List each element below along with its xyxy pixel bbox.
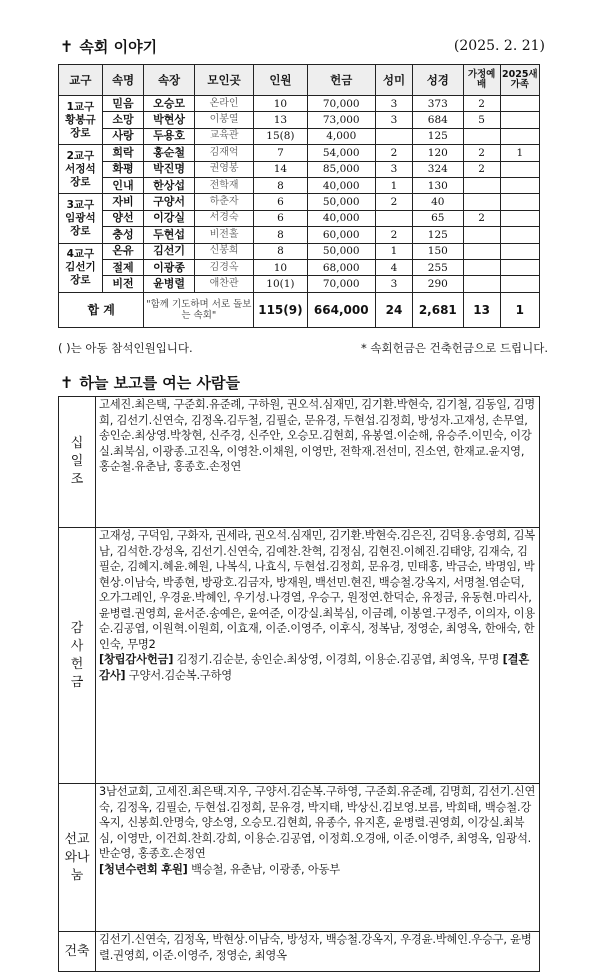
table-cell: 3: [376, 112, 413, 128]
table-cell: [500, 161, 539, 177]
table-cell: [463, 259, 500, 275]
offering-note: * 속회헌금은 건축헌금으로 드립니다.: [360, 341, 548, 355]
table-cell: 양선: [102, 210, 144, 226]
table-cell: 255: [413, 259, 464, 275]
table-cell: 1: [376, 243, 413, 259]
table-cell: 인내: [102, 177, 144, 193]
total-motto: "함께 기도하며 서로 돌보는 속회": [144, 292, 254, 327]
building-names: 김선기.신연숙, 김정옥, 박현상.이남숙, 방성자, 백승철.강옥지, 우경윤.박혜인.우승구, 윤병렬.권영희, 이준.이영주, 정영순, 최영옥: [96, 932, 540, 972]
table-cell: 홍순철: [144, 145, 195, 161]
tithe-names: 고세진.최은택, 구준회.유준례, 구하원, 권오석.심재민, 김기환.박현숙, 김기철, 김동일, 김명희, 김선기.신연숙, 김정옥.김두철, 김필순, 문유경, 두현섭.김정희, 방성자.고재성, 손무열, 송인순.최상영.박창현, 신주경, 신주안, 오승모.김현희, 유봉열.이순해, 유승주.이민숙, 이강실.최북심, 이광종.고진옥, 이영찬.이채원, 이영만, 전학재.전선미, 진소연, 한재교.윤지영, 홍순철.유춘남, 홍종호.손정연: [96, 397, 540, 528]
table-cell: 비전: [102, 276, 144, 292]
table-cell: 3: [376, 161, 413, 177]
table-cell: 믿음: [102, 96, 144, 112]
table-cell: 온유: [102, 243, 144, 259]
table-cell: 두현섭: [144, 227, 195, 243]
youth-retreat-names: 백승철, 유춘남, 이광종, 아동부: [191, 862, 340, 876]
table-cell: 324: [413, 161, 464, 177]
section1-title: 속회 이야기: [79, 38, 158, 56]
table-cell: 온라인: [194, 96, 254, 112]
table-cell: 전학재: [194, 177, 254, 193]
founding-thanks-label: [창립감사헌금]: [99, 653, 174, 666]
table-row: [59, 227, 540, 243]
table-row: [59, 276, 540, 292]
table-cell: 125: [413, 128, 464, 144]
table-row: [59, 243, 540, 259]
table-cell: 54,000: [307, 145, 375, 161]
table-cell: 2: [463, 210, 500, 226]
thanks-cell: [96, 528, 540, 784]
total-rice: 24: [376, 292, 413, 327]
table-cell: 2: [463, 145, 500, 161]
section1-header: [60, 36, 157, 57]
wedding-thanks-label: [결혼감사]: [99, 653, 530, 682]
table-cell: 13: [254, 112, 307, 128]
table-cell: 김선기: [144, 243, 195, 259]
district-label: 3교구 임광석 장로: [59, 194, 103, 243]
table-cell: 비전홀: [194, 227, 254, 243]
total-row: [59, 292, 540, 327]
total-people: 115(9): [254, 292, 307, 327]
thanks-label: [59, 528, 96, 784]
table-cell: 3: [376, 276, 413, 292]
district-label: 4교구 김선기 장로: [59, 243, 103, 292]
table-cell: 충성: [102, 227, 144, 243]
table-cell: [500, 177, 539, 193]
building-row: [59, 932, 540, 972]
section2-header: [60, 372, 240, 393]
table-cell: 박현상: [144, 112, 195, 128]
table-cell: 125: [413, 227, 464, 243]
table-cell: 120: [413, 145, 464, 161]
mission-label: [59, 784, 96, 932]
class-report-table: [58, 64, 540, 328]
table-cell: 4,000: [307, 128, 375, 144]
total-label: 합 계: [59, 292, 144, 327]
table-cell: 신봉희: [194, 243, 254, 259]
table-cell: 2: [376, 227, 413, 243]
founding-thanks-names: 김정기.김순분, 송인순.최상영, 이경희, 이용순.김공엽, 최영옥, 무명: [176, 653, 500, 666]
table-cell: 40,000: [307, 210, 375, 226]
table-cell: 사랑: [102, 128, 144, 144]
table-cell: 1: [500, 145, 539, 161]
table-cell: 8: [254, 243, 307, 259]
mission-cell: [96, 784, 540, 932]
mission-names: 3남선교회, 고세진.최은택.지우, 구양서.김순복.구하영, 구준회.유준례, 김명희, 김선기.신연숙, 김정옥, 김필순, 두현섭.김정희, 문유경, 박지태, 박상신.김보영.보름, 박희태, 백승철.강옥지, 신봉희.안명숙, 양소영, 오승모.김현희, 유종수, 유지혼, 윤병렬.권영희, 이강실.최북심, 이영만, 이건희.찬희.강희, 이용순.김공엽, 이정희.오경애, 이준.이영주, 최영옥, 임광석.반순영, 홍종호.손정연: [99, 785, 536, 860]
table-cell: [463, 128, 500, 144]
table-cell: 교육관: [194, 128, 254, 144]
column-header: 성미: [376, 65, 413, 96]
table-cell: [500, 194, 539, 210]
column-header: 속명: [102, 65, 144, 96]
table-row: [59, 112, 540, 128]
table-cell: 한상섭: [144, 177, 195, 193]
table-cell: 권영봉: [194, 161, 254, 177]
table-cell: 70,000: [307, 96, 375, 112]
table-cell: 65: [413, 210, 464, 226]
table-cell: 화평: [102, 161, 144, 177]
tithe-row: [59, 397, 540, 528]
table-cell: 50,000: [307, 243, 375, 259]
table-cell: 15(8): [254, 128, 307, 144]
table-cell: 8: [254, 227, 307, 243]
table-cell: [500, 243, 539, 259]
table-cell: 서경숙: [194, 210, 254, 226]
column-header: 성경: [413, 65, 464, 96]
total-offering: 664,000: [307, 292, 375, 327]
table-cell: 73,000: [307, 112, 375, 128]
table-row: [59, 259, 540, 275]
table-cell: [500, 128, 539, 144]
cross-icon: ✝: [60, 37, 74, 56]
column-header: 가정예배: [463, 65, 500, 96]
table-cell: 2: [463, 96, 500, 112]
table-cell: 박진명: [144, 161, 195, 177]
table-cell: [376, 210, 413, 226]
table-cell: 70,000: [307, 276, 375, 292]
table-cell: [500, 96, 539, 112]
report-date: (2025. 2. 21): [453, 38, 545, 54]
table-cell: 이광종: [144, 259, 195, 275]
table-cell: 7: [254, 145, 307, 161]
mission-row: [59, 784, 540, 932]
total-bible: 2,681: [413, 292, 464, 327]
thanks-names: 고재성, 구덕임, 구화자, 권세라, 권오석.심재민, 김기환.박현숙.김은진, 김덕용.송영희, 김복남, 김석한.강성옥, 김선기.신연숙, 김예찬.찬혁, 김정심, 김현진.이혜진.김태양, 김재숙, 김필순, 김혜지.혜윤.혜원, 나복식, 나효식, 두현섭.김정희, 문유경, 민태홍, 박금순, 박명임, 박현상.이남숙, 박종현, 방광호.김금자, 방재원, 백선민.현진, 백승철.강옥지, 서명철.염순덕, 오가그레인, 우경윤.박혜인, 우기성.나경열, 우승구, 원정연.한덕순, 유정금, 유동현.마리사, 윤병렬.권영희, 윤서준.송예은, 윤여준, 이강실.최북심, 이금례, 이봉열.구정주, 이의자, 이용순.김공엽, 이원혁.이원희, 이효재, 이준.이영주, 이후식, 정복남, 정영순, 최영옥, 한애숙, 한인숙, 무명2: [99, 529, 535, 651]
table-cell: 이강실: [144, 210, 195, 226]
table-cell: 희락: [102, 145, 144, 161]
table-row: [59, 145, 540, 161]
table-row: [59, 177, 540, 193]
row-label: 감사헌금: [70, 620, 84, 690]
table-cell: [463, 177, 500, 193]
table-cell: 130: [413, 177, 464, 193]
table-cell: 소망: [102, 112, 144, 128]
table-cell: 40: [413, 194, 464, 210]
table-cell: 10(1): [254, 276, 307, 292]
cross-icon: ✝: [60, 373, 74, 392]
table-cell: 김경옥: [194, 259, 254, 275]
table-cell: 40,000: [307, 177, 375, 193]
column-header: 속장: [144, 65, 195, 96]
tithe-label: [59, 397, 96, 528]
table-notes: [58, 340, 548, 356]
table-cell: 290: [413, 276, 464, 292]
table-row: [59, 128, 540, 144]
table-cell: 4: [376, 259, 413, 275]
table-cell: [500, 210, 539, 226]
table-cell: 절제: [102, 259, 144, 275]
table-cell: 김재억: [194, 145, 254, 161]
table-cell: 2: [376, 145, 413, 161]
table-row: [59, 96, 540, 112]
youth-retreat-label: [청년수련회 후원]: [99, 862, 188, 876]
table-cell: 윤병렬: [144, 276, 195, 292]
table-cell: 구양서: [144, 194, 195, 210]
table-cell: 10: [254, 259, 307, 275]
table-row: [59, 210, 540, 226]
table-cell: 6: [254, 210, 307, 226]
district-label: 2교구 서정석 장로: [59, 145, 103, 194]
table-cell: 3: [376, 96, 413, 112]
table-cell: [500, 259, 539, 275]
thanks-row: [59, 528, 540, 784]
child-note: ( )는 아동 참석인원입니다.: [58, 341, 193, 355]
table-cell: 150: [413, 243, 464, 259]
column-header: 인원: [254, 65, 307, 96]
column-header: 교구: [59, 65, 103, 96]
table-cell: 오승모: [144, 96, 195, 112]
table-cell: 2: [463, 161, 500, 177]
table-cell: 14: [254, 161, 307, 177]
table-cell: 85,000: [307, 161, 375, 177]
table-cell: 684: [413, 112, 464, 128]
table-row: [59, 161, 540, 177]
wedding-thanks-names: 구양서.김순복.구하영: [128, 668, 232, 682]
district-label: 1교구 황봉규 장로: [59, 96, 103, 145]
table-cell: 10: [254, 96, 307, 112]
table-cell: 50,000: [307, 194, 375, 210]
table-cell: 6: [254, 194, 307, 210]
table-cell: [500, 227, 539, 243]
column-header: 헌금: [307, 65, 375, 96]
column-header: 2025새가족: [500, 65, 539, 96]
table-cell: 60,000: [307, 227, 375, 243]
table-cell: 두용호: [144, 128, 195, 144]
row-label: 십일조: [70, 436, 84, 487]
table-cell: [376, 128, 413, 144]
offering-donors-table: [58, 396, 540, 972]
table-row: [59, 194, 540, 210]
table-cell: 1: [376, 177, 413, 193]
building-label: 건축: [59, 932, 96, 972]
table-cell: 373: [413, 96, 464, 112]
total-newfamily: 1: [500, 292, 539, 327]
section2-title: 하늘 보고를 여는 사람들: [79, 374, 240, 392]
table-cell: 8: [254, 177, 307, 193]
table-cell: [500, 276, 539, 292]
table-cell: 자비: [102, 194, 144, 210]
table-cell: [463, 243, 500, 259]
table-cell: 5: [463, 112, 500, 128]
table-cell: 2: [376, 194, 413, 210]
table-cell: 애찬관: [194, 276, 254, 292]
table-cell: [463, 194, 500, 210]
column-header: 모인곳: [194, 65, 254, 96]
table-cell: 하춘자: [194, 194, 254, 210]
table-cell: [500, 112, 539, 128]
table-cell: 이봉열: [194, 112, 254, 128]
table-cell: [463, 276, 500, 292]
row-label: 선교와나눔: [64, 831, 90, 883]
table-cell: [463, 227, 500, 243]
total-worship: 13: [463, 292, 500, 327]
table-cell: 68,000: [307, 259, 375, 275]
